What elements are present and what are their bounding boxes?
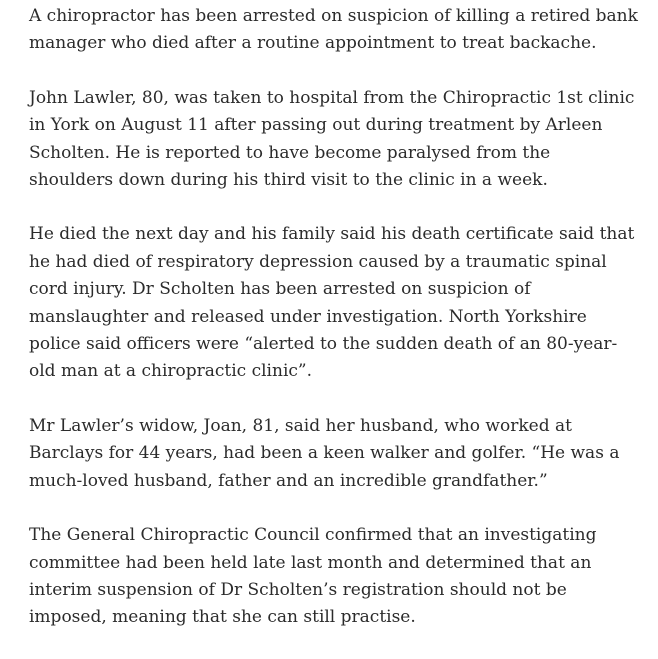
article-paragraph: He died the next day and his family said his death certificate said that he had died of respiratory depression caused by a traumatic spinal cord injury. Dr Scholten has been arrested on suspicion of manslaughter and released under investigation. North Yorkshire police said officers were “alerted to the sudden death of an 80-year-old man at a chiropractic clinic”. — [29, 224, 635, 382]
article-body — [29, 3, 639, 659]
article-paragraph: The General Chiropractic Council confirmed that an investigating committee had been held late last month and determined that an interim suspension of Dr Scholten’s registration should not be imposed, meaning that she can still practise. — [29, 525, 597, 628]
article-paragraph: John Lawler, 80, was taken to hospital from the Chiropractic 1st clinic in York on August 11 after passing out during treatment by Arleen Scholten. He is reported to have become paralysed from the shoulders down during his third visit to the clinic in a week. — [29, 87, 635, 191]
article-paragraph: Mr Lawler’s widow, Joan, 81, said her husband, who worked at Barclays for 44 years, had been a keen walker and golfer. “He was a much-loved husband, father and an incredible grandfather.” — [29, 415, 620, 491]
article-paragraph: A chiropractor has been arrested on suspicion of killing a retired bank manager who died after a routine appointment to treat backache. — [29, 6, 638, 54]
